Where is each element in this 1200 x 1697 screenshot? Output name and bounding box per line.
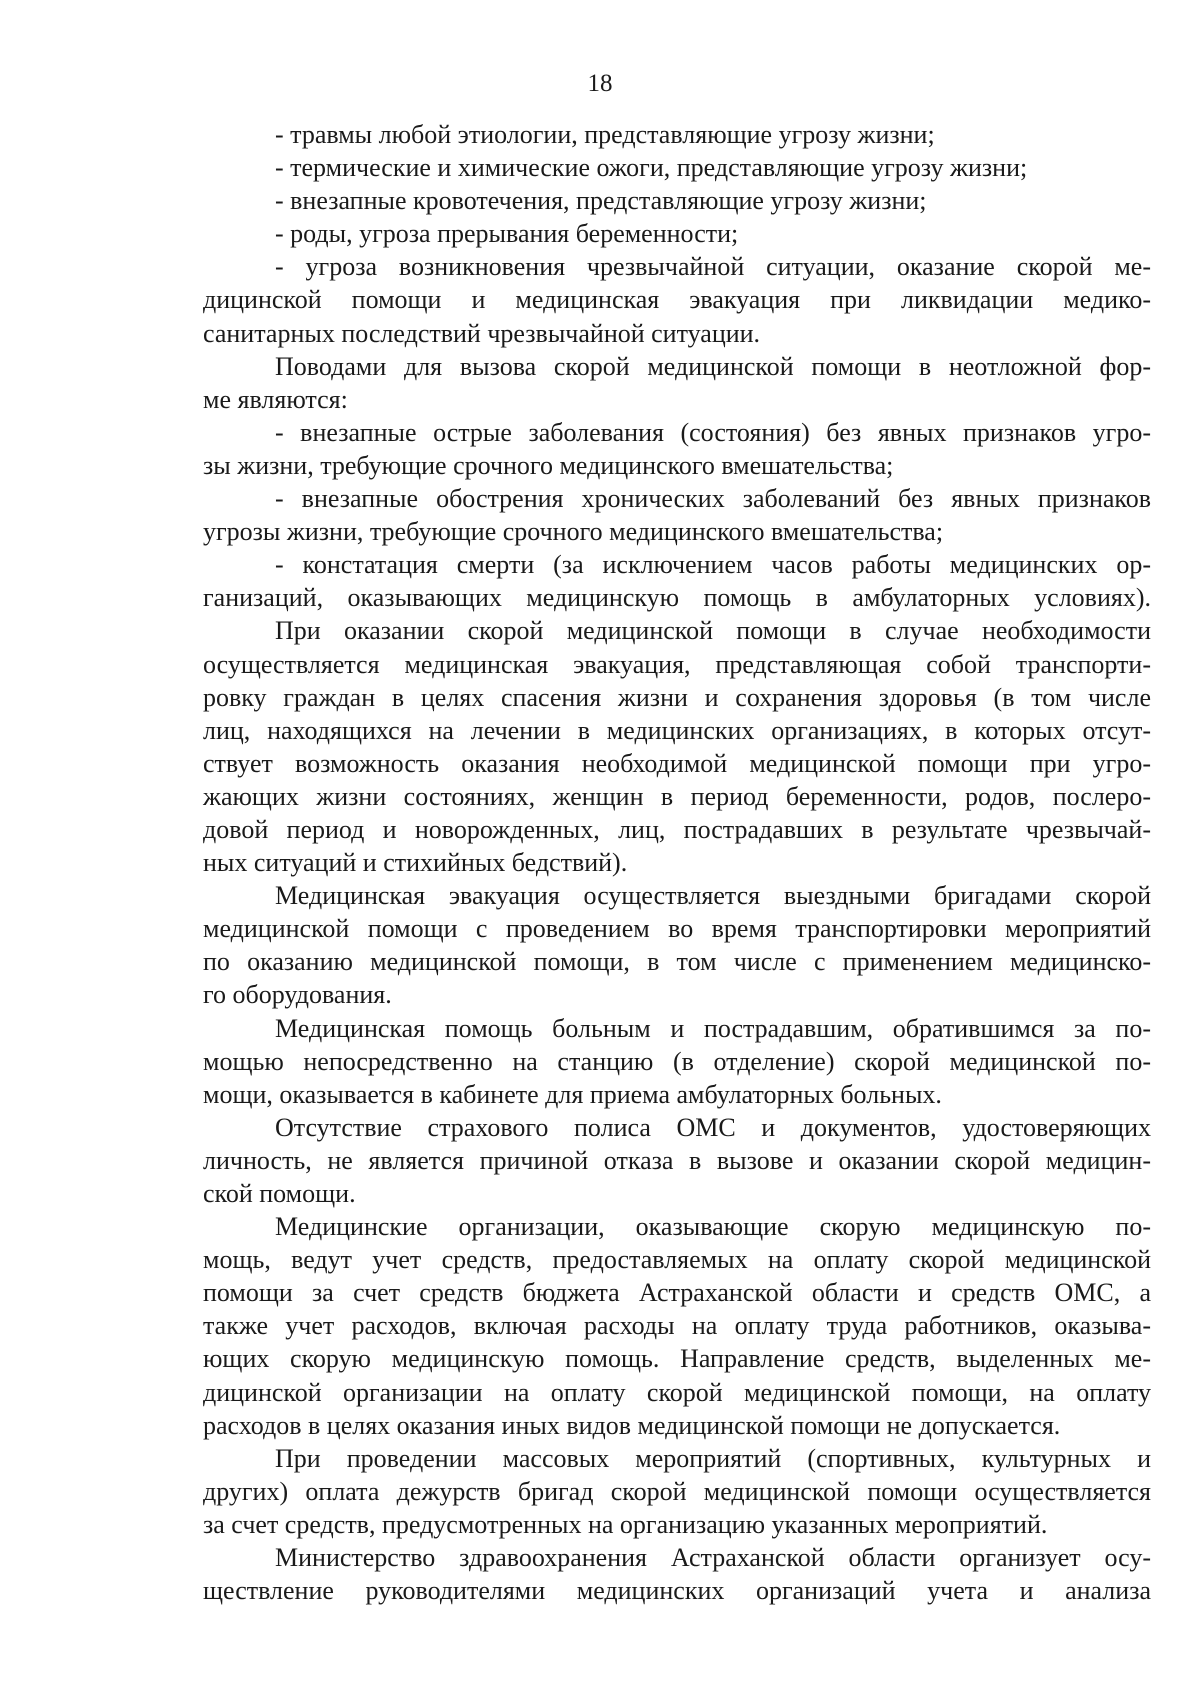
text-line: - травмы любой этиологии, представляющие угрозу жизни; [275, 120, 935, 149]
text-line: расходов в целях оказания иных видов медицинской помощи не допускается. [203, 1410, 1061, 1440]
text-line: мощи, оказывается в кабинете для приема амбулаторных больных. [203, 1079, 942, 1109]
text-line: Медицинские организации, оказывающие скорую медицинскую по- [275, 1212, 1151, 1242]
text-line: зы жизни, требующие срочного медицинского вмешательства; [203, 450, 894, 480]
text-line: также учет расходов, включая расходы на оплату труда работников, оказыва- [203, 1311, 1151, 1341]
text-line: ных ситуаций и стихийных бедствий). [203, 848, 628, 878]
text-line: При оказании скорой медицинской помощи в случае необходимости [275, 616, 1151, 646]
text-line: жающих жизни состояниях, женщин в период беременности, родов, послеро- [203, 781, 1151, 811]
text-line: Медицинская эвакуация осуществляется выездными бригадами скорой [275, 881, 1151, 911]
text-line: личность, не является причиной отказа в вызове и оказании скорой медицин- [203, 1145, 1151, 1175]
text-line: ствует возможность оказания необходимой медицинской помощи при угро- [203, 748, 1151, 778]
text-line: Министерство здравоохранения Астраханской области организует осу- [275, 1543, 1151, 1573]
text-line: - термические и химические ожоги, представляющие угрозу жизни; [275, 153, 1028, 183]
document-body [203, 118, 1151, 1607]
page-number: 18 [587, 70, 613, 97]
text-line: мощь, ведут учет средств, предоставляемых на оплату скорой медицинской [203, 1245, 1151, 1275]
text-line: дицинской организации на оплату скорой медицинской помощи, на оплату [203, 1377, 1151, 1407]
text-line: - констатация смерти (за исключением часов работы медицинских ор- [275, 550, 1151, 580]
text-line: лиц, находящихся на лечении в медицинских организациях, в которых отсут- [203, 715, 1151, 745]
text-line: ющих скорую медицинскую помощь. Направление средств, выделенных ме- [203, 1344, 1151, 1374]
text-line: ровку граждан в целях спасения жизни и сохранения здоровья (в том числе [203, 682, 1151, 712]
text-line: - угроза возникновения чрезвычайной ситуации, оказание скорой ме- [275, 252, 1151, 282]
text-line: других) оплата дежурств бригад скорой медицинской помощи осуществляется [203, 1476, 1151, 1506]
text-line: - внезапные обострения хронических заболеваний без явных признаков [275, 484, 1151, 514]
text-line: ществление руководителями медицинских организаций учета и анализа [203, 1576, 1151, 1606]
text-line: медицинской помощи с проведением во время транспортировки мероприятий [203, 914, 1151, 944]
text-line: При проведении массовых мероприятий (спортивных, культурных и [275, 1443, 1151, 1473]
text-line: Медицинская помощь больным и пострадавшим, обратившимся за по- [275, 1013, 1151, 1043]
text-line: ской помощи. [203, 1179, 356, 1208]
text-line: - роды, угроза прерывания беременности; [275, 219, 739, 249]
text-line: за счет средств, предусмотренных на организацию указанных мероприятий. [203, 1509, 1048, 1539]
text-line: угрозы жизни, требующие срочного медицинского вмешательства; [203, 517, 944, 547]
text-line: ганизаций, оказывающих медицинскую помощь в амбулаторных условиях). [203, 583, 1151, 613]
text-line: санитарных последствий чрезвычайной ситуации. [203, 318, 761, 348]
text-line: дицинской помощи и медицинская эвакуация при ликвидации медико- [203, 285, 1151, 315]
text-line: помощи за счет средств бюджета Астраханской области и средств ОМС, а [203, 1278, 1151, 1308]
text-line: - внезапные кровотечения, представляющие угрозу жизни; [275, 186, 927, 216]
text-line: довой период и новорожденных, лиц, пострадавших в результате чрезвычай- [203, 814, 1151, 844]
text-line: осуществляется медицинская эвакуация, представляющая собой транспорти- [203, 649, 1151, 679]
text-line: ме являются: [203, 384, 348, 414]
text-line: го оборудования. [203, 980, 392, 1010]
text-line: Отсутствие страхового полиса ОМС и документов, удостоверяющих [275, 1112, 1151, 1142]
text-line: по оказанию медицинской помощи, в том числе с применением медицинско- [203, 947, 1151, 977]
text-line: Поводами для вызова скорой медицинской помощи в неотложной фор- [275, 351, 1151, 381]
text-line: мощью непосредственно на станцию (в отделение) скорой медицинской по- [203, 1046, 1151, 1076]
text-line: - внезапные острые заболевания (состояния) без явных признаков угро- [275, 417, 1151, 447]
